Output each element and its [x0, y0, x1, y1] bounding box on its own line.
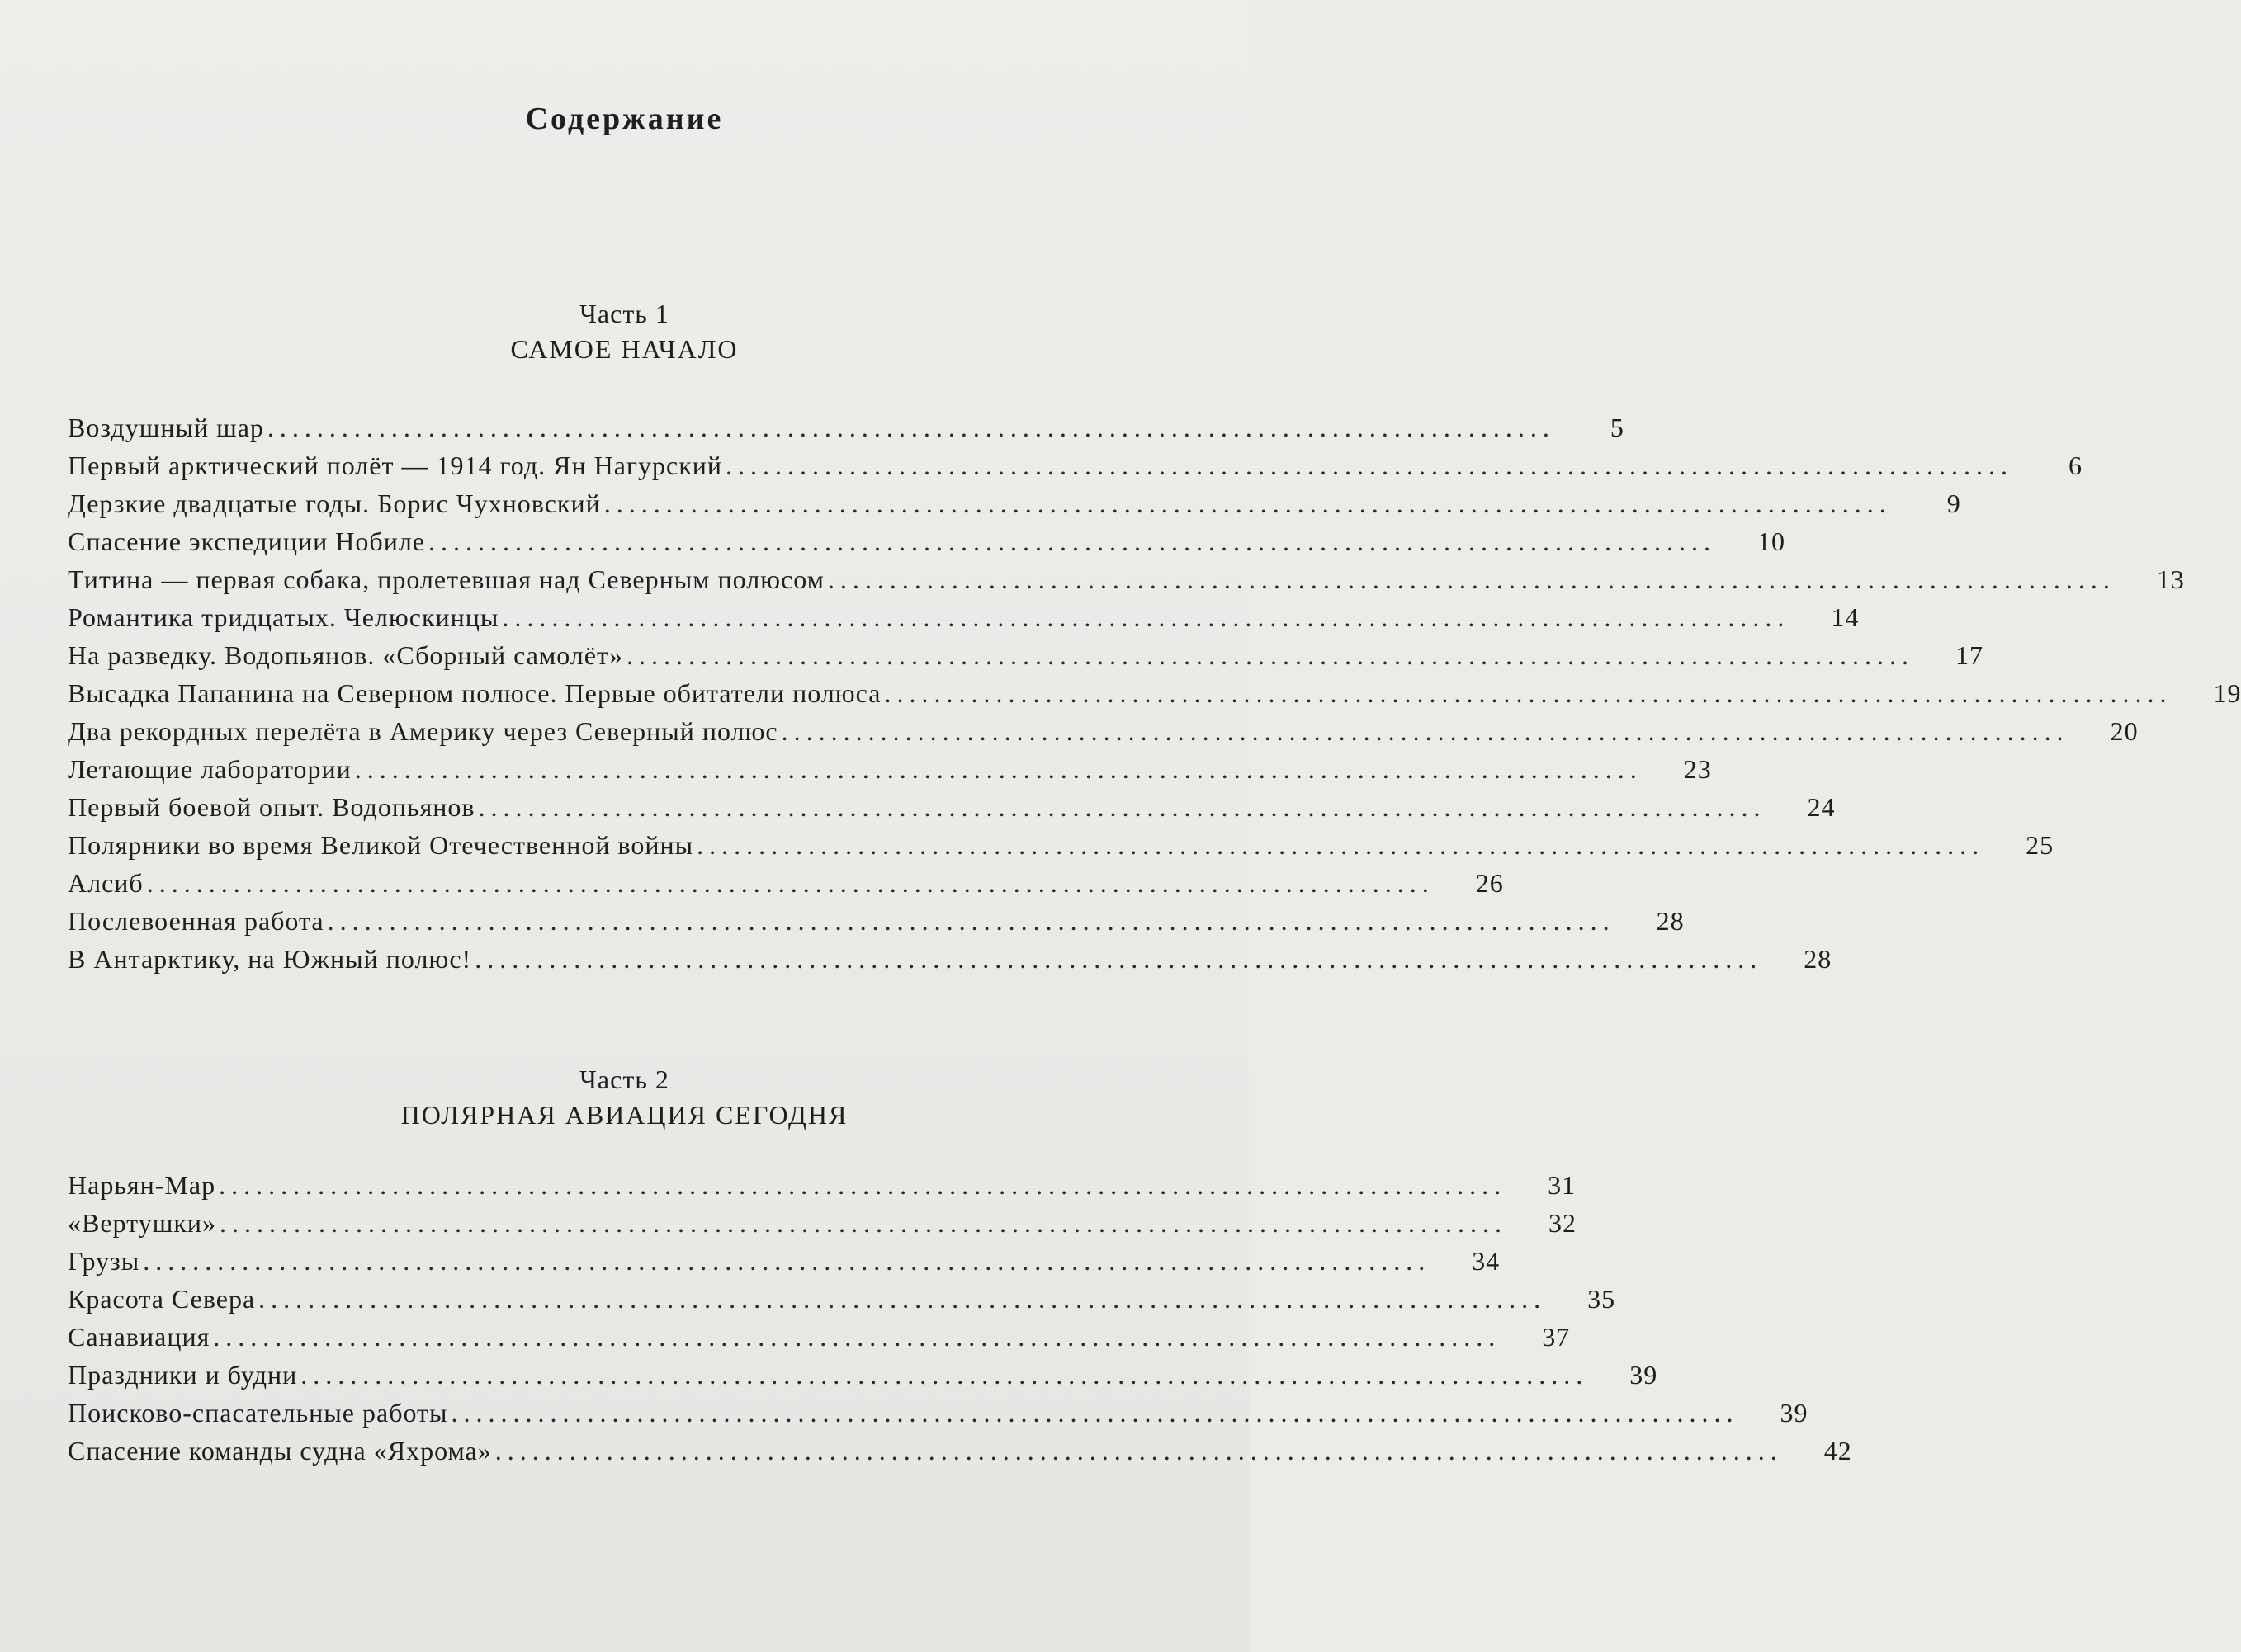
toc-entry[interactable] [68, 868, 1504, 906]
toc-entry-title: Высадка Папанина на Северном полюсе. Первые обитатели полюса [68, 678, 882, 708]
dot-leader: ........................................................................................................ [494, 1436, 1783, 1466]
toc-entry-page: 9 [1946, 489, 1961, 518]
dot-leader: ........................................................................................................ [451, 1398, 1739, 1428]
toc-entry[interactable] [68, 413, 1624, 451]
dot-leader: ........................................................................................................ [258, 1284, 1547, 1314]
toc-entry[interactable] [68, 1246, 1501, 1284]
part-1-name: САМОЕ НАЧАЛО [510, 334, 739, 364]
toc-entry-title: Поисково-спасательные работы [68, 1398, 448, 1428]
toc-entry[interactable] [68, 640, 1983, 678]
toc-entry[interactable] [68, 754, 1712, 792]
part-2-label: Часть 2 [579, 1064, 669, 1094]
toc-entry-page: 19 [2213, 678, 2241, 708]
toc-entry[interactable] [68, 1398, 1808, 1436]
part-1-toc [68, 413, 2241, 982]
toc-entry-page: 14 [1831, 602, 1860, 632]
dot-leader: ........................................................................................................ [502, 602, 1790, 632]
toc-entry-page: 39 [1780, 1398, 1808, 1428]
toc-entry-title: Алсиб [68, 868, 144, 898]
toc-entry[interactable] [68, 489, 1961, 526]
toc-entry-title: Два рекордных перелёта в Америку через Северный полюс [68, 716, 778, 746]
toc-entry-page: 37 [1542, 1322, 1571, 1352]
toc-entry-title: Красота Севера [68, 1284, 256, 1314]
toc-entry-title: Праздники и будни [68, 1360, 298, 1390]
toc-entry[interactable] [68, 792, 1836, 830]
part-2-toc [68, 1170, 1852, 1474]
toc-entry-page: 26 [1475, 868, 1504, 898]
toc-entry-title: Воздушный шар [68, 413, 264, 442]
dot-leader: ........................................................................................................ [697, 830, 1985, 860]
toc-entry-title: Полярники во время Великой Отечественной войны [68, 830, 694, 860]
toc-entry-title: Санавиация [68, 1322, 210, 1352]
dot-leader: ........................................................................................................ [827, 564, 2116, 594]
toc-entry[interactable] [68, 564, 2185, 602]
toc-entry-title: Летающие лаборатории [68, 754, 352, 784]
toc-entry-title: На разведку. Водопьянов. «Сборный самолёт» [68, 640, 623, 670]
toc-entry-title: Послевоенная работа [68, 906, 324, 936]
toc-entry[interactable] [68, 1284, 1616, 1322]
toc-entry-title: Спасение команды судна «Яхрома» [68, 1436, 492, 1466]
dot-leader: ........................................................................................................ [884, 678, 2172, 708]
toc-entry-page: 32 [1548, 1208, 1577, 1238]
toc-entry-page: 24 [1807, 792, 1836, 822]
toc-entry[interactable] [68, 1170, 1577, 1208]
dot-leader: ........................................................................................................ [726, 451, 2014, 480]
toc-entry-page: 42 [1823, 1436, 1852, 1466]
toc-entry-title: Нарьян-Мар [68, 1170, 216, 1200]
page-title: Содержание [525, 101, 724, 136]
toc-entry-title: Грузы [68, 1246, 140, 1276]
toc-entry-page: 31 [1548, 1170, 1577, 1200]
toc-entry[interactable] [68, 678, 2241, 716]
dot-leader: ........................................................................................................ [146, 868, 1435, 898]
part-2-name: ПОЛЯРНАЯ АВИАЦИЯ СЕГОДНЯ [400, 1100, 849, 1130]
toc-entry-title: Титина — первая собака, пролетевшая над Северным полюсом [68, 564, 825, 594]
toc-entry-page: 10 [1756, 526, 1785, 556]
toc-entry-page: 13 [2156, 564, 2185, 594]
toc-entry-title: Первый боевой опыт. Водопьянов [68, 792, 475, 822]
toc-entry-title: Первый арктический полёт — 1914 год. Ян Нагурский [68, 451, 723, 480]
dot-leader: ........................................................................................................ [267, 413, 1555, 442]
dot-leader: ........................................................................................................ [300, 1360, 1589, 1390]
dot-leader: ........................................................................................................ [143, 1246, 1431, 1276]
toc-entry-page: 34 [1472, 1246, 1501, 1276]
toc-entry[interactable] [68, 451, 2083, 489]
toc-entry-title: Дерзкие двадцатые годы. Борис Чухновский [68, 489, 601, 518]
dot-leader: ........................................................................................................ [475, 944, 1763, 974]
dot-leader: ........................................................................................................ [219, 1170, 1507, 1200]
dot-leader: ........................................................................................................ [603, 489, 1892, 518]
toc-entry-title: В Антарктику, на Южный полюс! [68, 944, 472, 974]
toc-entry-title: Романтика тридцатых. Челюскинцы [68, 602, 499, 632]
toc-entry-page: 6 [2068, 451, 2083, 480]
toc-entry-title: Спасение экспедиции Нобиле [68, 526, 425, 556]
toc-entry[interactable] [68, 830, 2054, 868]
dot-leader: ........................................................................................................ [626, 640, 1914, 670]
toc-entry[interactable] [68, 1360, 1658, 1398]
toc-entry-page: 35 [1587, 1284, 1616, 1314]
toc-entry-page: 23 [1683, 754, 1712, 784]
toc-entry[interactable] [68, 906, 1685, 944]
toc-entry[interactable] [68, 602, 1860, 640]
dot-leader: ........................................................................................................ [478, 792, 1766, 822]
toc-entry[interactable] [68, 1208, 1577, 1246]
dot-leader: ........................................................................................................ [213, 1322, 1501, 1352]
toc-entry[interactable] [68, 716, 2139, 754]
toc-entry-page: 5 [1610, 413, 1624, 442]
dot-leader: ........................................................................................................ [220, 1208, 1507, 1238]
toc-entry[interactable] [68, 1436, 1852, 1474]
toc-entry-page: 20 [2110, 716, 2139, 746]
dot-leader: ........................................................................................................ [354, 754, 1643, 784]
toc-entry[interactable] [68, 1322, 1571, 1360]
dot-leader: ........................................................................................................ [781, 716, 2069, 746]
toc-entry-page: 28 [1804, 944, 1832, 974]
toc-entry-page: 28 [1656, 906, 1685, 936]
toc-entry-page: 17 [1955, 640, 1983, 670]
toc-entry-page: 25 [2026, 830, 2054, 860]
dot-leader: ........................................................................................................ [428, 526, 1716, 556]
toc-entry-title: «Вертушки» [68, 1208, 216, 1238]
toc-entry-page: 39 [1629, 1360, 1658, 1390]
dot-leader: ........................................................................................................ [327, 906, 1615, 936]
part-1-label: Часть 1 [579, 299, 669, 328]
toc-entry[interactable] [68, 944, 1832, 982]
toc-entry[interactable] [68, 526, 1785, 564]
